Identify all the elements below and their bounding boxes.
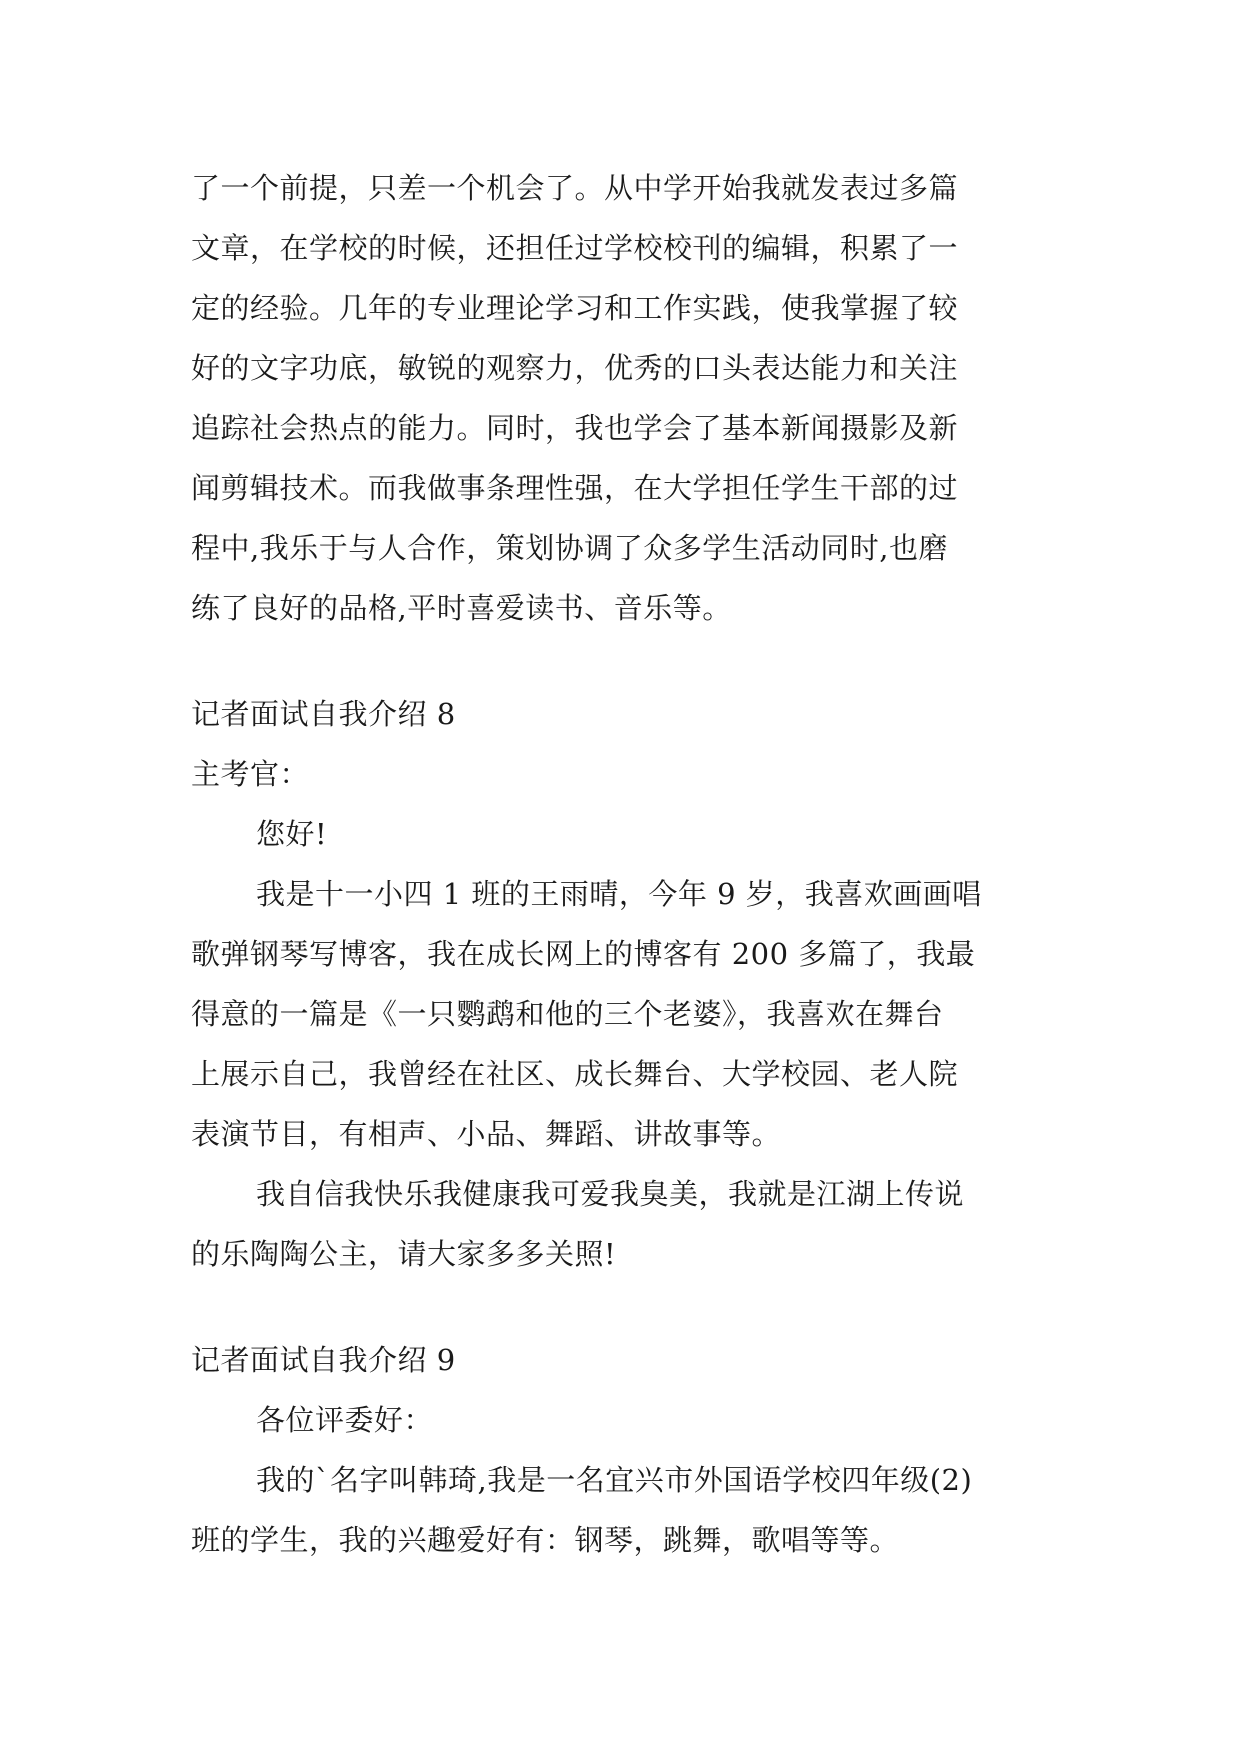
- paragraph-line: 了一个前提，只差一个机会了。从中学开始我就发表过多篇: [191, 171, 959, 205]
- paragraph-line: 得意的一篇是《一只鹦鹉和他的三个老婆》，我喜欢在舞台: [191, 997, 944, 1031]
- paragraph-line: 好的文字功底，敏锐的观察力，优秀的口头表达能力和关注: [191, 351, 959, 385]
- greeting: 您好!: [256, 817, 328, 851]
- paragraph-line: 文章，在学校的时候，还担任过学校校刊的编辑，积累了一: [191, 231, 959, 265]
- paragraph-line: 我的`名字叫韩琦,我是一名宜兴市外国语学校四年级(2): [256, 1463, 973, 1497]
- section-heading: 记者面试自我介绍 8: [191, 697, 456, 731]
- paragraph-line: 班的学生，我的兴趣爱好有：钢琴，跳舞，歌唱等等。: [191, 1523, 900, 1557]
- paragraph-line: 追踪社会热点的能力。同时，我也学会了基本新闻摄影及新: [191, 411, 959, 445]
- greeting: 各位评委好：: [256, 1403, 434, 1437]
- salutation: 主考官：: [191, 757, 310, 791]
- paragraph-line: 歌弹钢琴写博客，我在成长网上的博客有 200 多篇了，我最: [191, 937, 976, 971]
- paragraph-line: 的乐陶陶公主，请大家多多关照!: [191, 1237, 617, 1271]
- paragraph-line: 我自信我快乐我健康我可爱我臭美，我就是江湖上传说: [256, 1177, 965, 1211]
- paragraph-line: 练了良好的品格,平时喜爱读书、音乐等。: [191, 591, 732, 625]
- paragraph-line: 上展示自己，我曾经在社区、成长舞台、大学校园、老人院: [191, 1057, 959, 1091]
- section-heading: 记者面试自我介绍 9: [191, 1343, 456, 1377]
- paragraph-line: 表演节目，有相声、小品、舞蹈、讲故事等。: [191, 1117, 782, 1151]
- paragraph-line: 定的经验。几年的专业理论学习和工作实践，使我掌握了较: [191, 291, 959, 325]
- paragraph-line: 程中,我乐于与人合作，策划协调了众多学生活动同时,也磨: [191, 531, 948, 565]
- paragraph-line: 闻剪辑技术。而我做事条理性强，在大学担任学生干部的过: [191, 471, 959, 505]
- paragraph-line: 我是十一小四 1 班的王雨晴，今年 9 岁，我喜欢画画唱: [256, 877, 982, 911]
